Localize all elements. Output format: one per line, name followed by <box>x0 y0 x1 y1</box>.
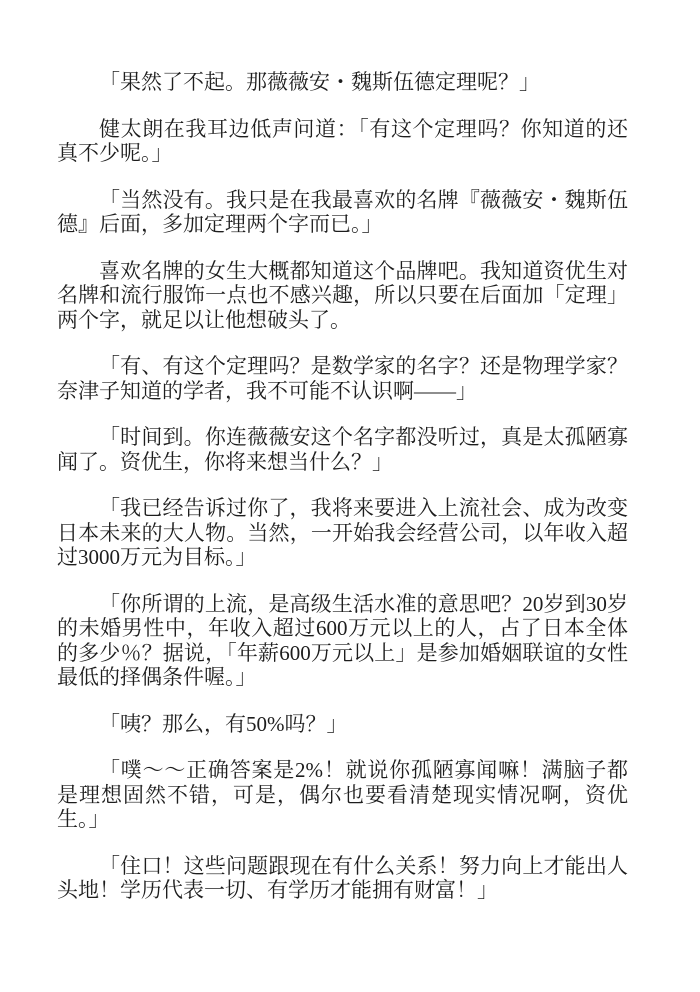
paragraph: 「咦？那么，有50%吗？」 <box>99 711 348 736</box>
paragraph: 喜欢名牌的女生大概都知道这个品牌吧。我知道资优生对名牌和流行服饰一点也不感兴趣，所以只要在后面加「定理」两个字，就足以让他想破头了。 <box>57 258 628 332</box>
paragraph: 「你所谓的上流，是高级生活水准的意思吧？20岁到30岁的未婚男性中，年收入超过600万元以上的人，占了日本全体的多少％？据说，「年薪600万元以上」是参加婚姻联谊的女性最低的择偶条件喔。」 <box>57 591 628 689</box>
paragraph: 「有、有这个定理吗？是数学家的名字？还是物理学家？奈津子知道的学者，我不可能不认识啊——」 <box>57 354 628 403</box>
paragraph: 「噗～～正确答案是2%！就说你孤陋寡闻嘛！满脑子都是理想固然不错，可是，偶尔也要看清楚现实情况啊，资优生。」 <box>57 758 628 831</box>
paragraph: 「时间到。你连薇薇安这个名字都没听过，真是太孤陋寡闻了。资优生，你将来想当什么？」 <box>57 425 628 474</box>
paragraph: 「果然了不起。那薇薇安・魏斯伍德定理呢？」 <box>99 70 540 94</box>
paragraph: 「我已经告诉过你了，我将来要进入上流社会、成为改变日本未来的大人物。当然，一开始我会经营公司，以年收入超过3000万元为目标。」 <box>57 496 628 569</box>
paragraph: 「当然没有。我只是在我最喜欢的名牌『薇薇安・魏斯伍德』后面，多加定理两个字而已。」 <box>57 187 628 236</box>
paragraph: 「住口！这些问题跟现在有什么关系！努力向上才能出人头地！学历代表一切、有学历才能拥有财富！」 <box>57 853 628 902</box>
paragraph: 健太朗在我耳边低声问道：「有这个定理吗？你知道的还真不少呢。」 <box>57 116 628 165</box>
